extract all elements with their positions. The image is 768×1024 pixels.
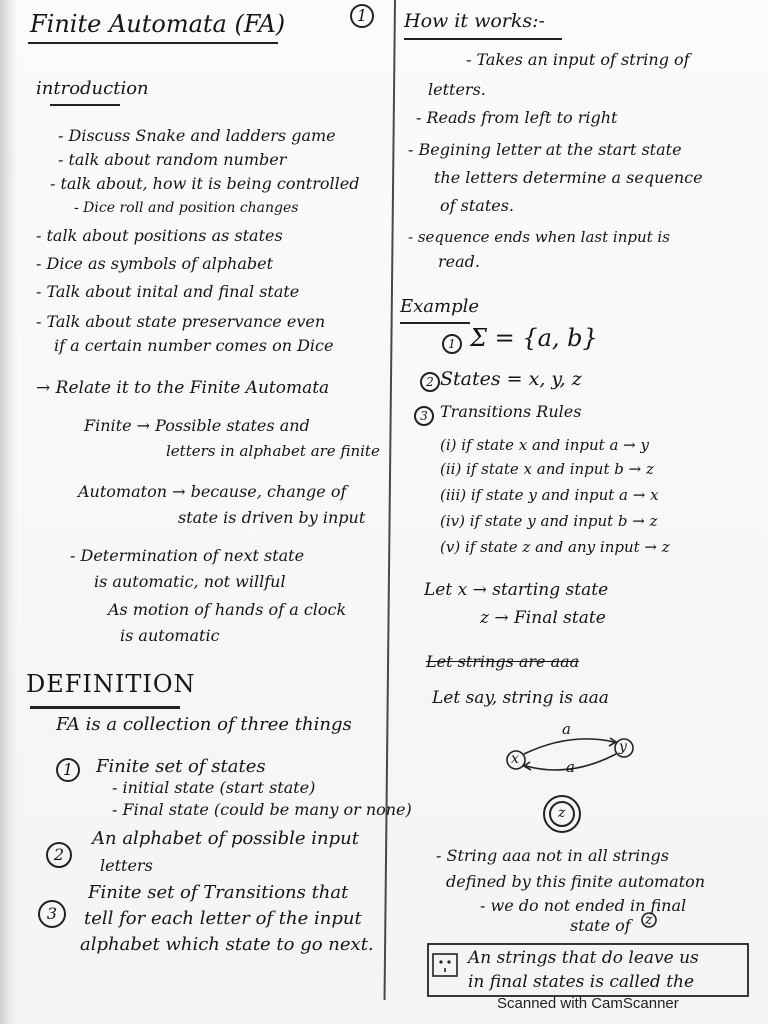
fa-definition: FA is a collection of three things xyxy=(56,714,352,735)
page-title: Finite Automata (FA) xyxy=(30,10,286,38)
definition-heading: DEFINITION xyxy=(26,670,196,698)
diagram-state-y: y xyxy=(619,739,627,755)
how-line: - Begining letter at the start state xyxy=(408,140,682,159)
example-number: 3 xyxy=(414,406,434,426)
definition-item-continued: tell for each letter of the input xyxy=(84,908,362,929)
definition-item-continued: letters xyxy=(100,856,153,875)
determination-line: As motion of hands of a clock xyxy=(108,600,347,619)
item-number: 1 xyxy=(56,758,80,782)
transition-rule: (iv) if state y and input b → z xyxy=(440,512,658,530)
finite-line: Finite → Possible states and xyxy=(84,416,310,435)
bottom-note: in final states is called the xyxy=(468,972,695,992)
intro-bullet: - Discuss Snake and ladders game xyxy=(58,126,336,145)
definition-item: Finite set of Transitions that xyxy=(88,882,349,903)
transition-rule: (ii) if state x and input b → z xyxy=(440,460,654,478)
intro-bullet-continued: if a certain number comes on Dice xyxy=(54,336,334,355)
intro-bullet: - talk about, how it is being controlled xyxy=(50,174,360,193)
intro-bullet: - Talk about inital and final state xyxy=(36,282,300,301)
intro-sub-bullet: - Dice roll and position changes xyxy=(74,200,299,216)
string-note: - we do not ended in final xyxy=(480,896,687,915)
example-string-line: Let say, string is aaa xyxy=(432,688,609,708)
transitions-heading: Transitions Rules xyxy=(440,402,582,421)
definition-item-continued: alphabet which state to go next. xyxy=(80,934,374,955)
struck-out-line: Let strings are aaa xyxy=(426,652,580,671)
states-definition: States = x, y, z xyxy=(440,368,582,390)
alphabet-definition: Σ = {a, b} xyxy=(470,324,598,352)
how-line: read. xyxy=(438,252,480,271)
intro-bullet: - talk about positions as states xyxy=(36,226,283,245)
how-heading: How it works:- xyxy=(404,10,545,32)
string-note-state: z xyxy=(645,912,653,928)
finite-line: letters in alphabet are finite xyxy=(166,442,380,460)
diagram-label-bottom: a xyxy=(566,758,575,776)
start-state-note: Let x → starting state xyxy=(424,580,609,600)
example-number: 1 xyxy=(442,334,462,354)
page-number: 1 xyxy=(350,4,374,28)
how-line: the letters determine a sequence xyxy=(434,168,703,187)
transition-rule: (i) if state x and input a → y xyxy=(440,436,649,454)
how-line: letters. xyxy=(428,80,486,99)
transition-rule: (v) if state z and any input → z xyxy=(440,538,670,556)
determination-line: is automatic xyxy=(120,626,220,645)
item-number: 3 xyxy=(38,900,66,928)
automaton-line: state is driven by input xyxy=(178,508,366,527)
item-number: 2 xyxy=(46,842,72,868)
string-note: - String aaa not in all strings xyxy=(436,846,669,865)
final-state-note: z → Final state xyxy=(480,608,606,628)
how-line: of states. xyxy=(440,196,515,215)
relate-line: → Relate it to the Finite Automata xyxy=(36,378,330,398)
bottom-note: An strings that do leave us xyxy=(468,948,699,968)
example-number: 2 xyxy=(420,372,440,392)
diagram-state-z: z xyxy=(558,805,566,821)
determination-line: - Determination of next state xyxy=(70,546,305,565)
automaton-line: Automaton → because, change of xyxy=(78,482,347,501)
definition-item: An alphabet of possible input xyxy=(92,828,359,849)
diagram-state-x: x xyxy=(511,751,519,767)
definition-item: Finite set of states xyxy=(96,756,266,777)
transition-arrow-top xyxy=(524,739,614,754)
string-note: state of xyxy=(570,916,631,935)
definition-sub-item: - initial state (start state) xyxy=(112,778,316,797)
scanner-watermark: Scanned with CamScanner xyxy=(497,995,679,1012)
how-line: - Takes an input of string of xyxy=(466,50,690,69)
intro-bullet: - Talk about state preservance even xyxy=(36,312,326,331)
note-checkbox-icon xyxy=(433,954,457,976)
example-heading: Example xyxy=(400,296,480,317)
how-line: - Reads from left to right xyxy=(416,108,618,127)
transition-rule: (iii) if state y and input a → x xyxy=(440,486,659,504)
definition-sub-item: - Final state (could be many or none) xyxy=(112,800,412,819)
determination-line: is automatic, not willful xyxy=(94,572,286,591)
how-line: - sequence ends when last input is xyxy=(408,228,670,246)
string-note: defined by this finite automaton xyxy=(446,872,706,891)
intro-bullet: - talk about random number xyxy=(58,150,287,169)
intro-bullet: - Dice as symbols of alphabet xyxy=(36,254,274,273)
intro-heading: introduction xyxy=(36,78,149,99)
diagram-label-top: a xyxy=(562,720,571,738)
